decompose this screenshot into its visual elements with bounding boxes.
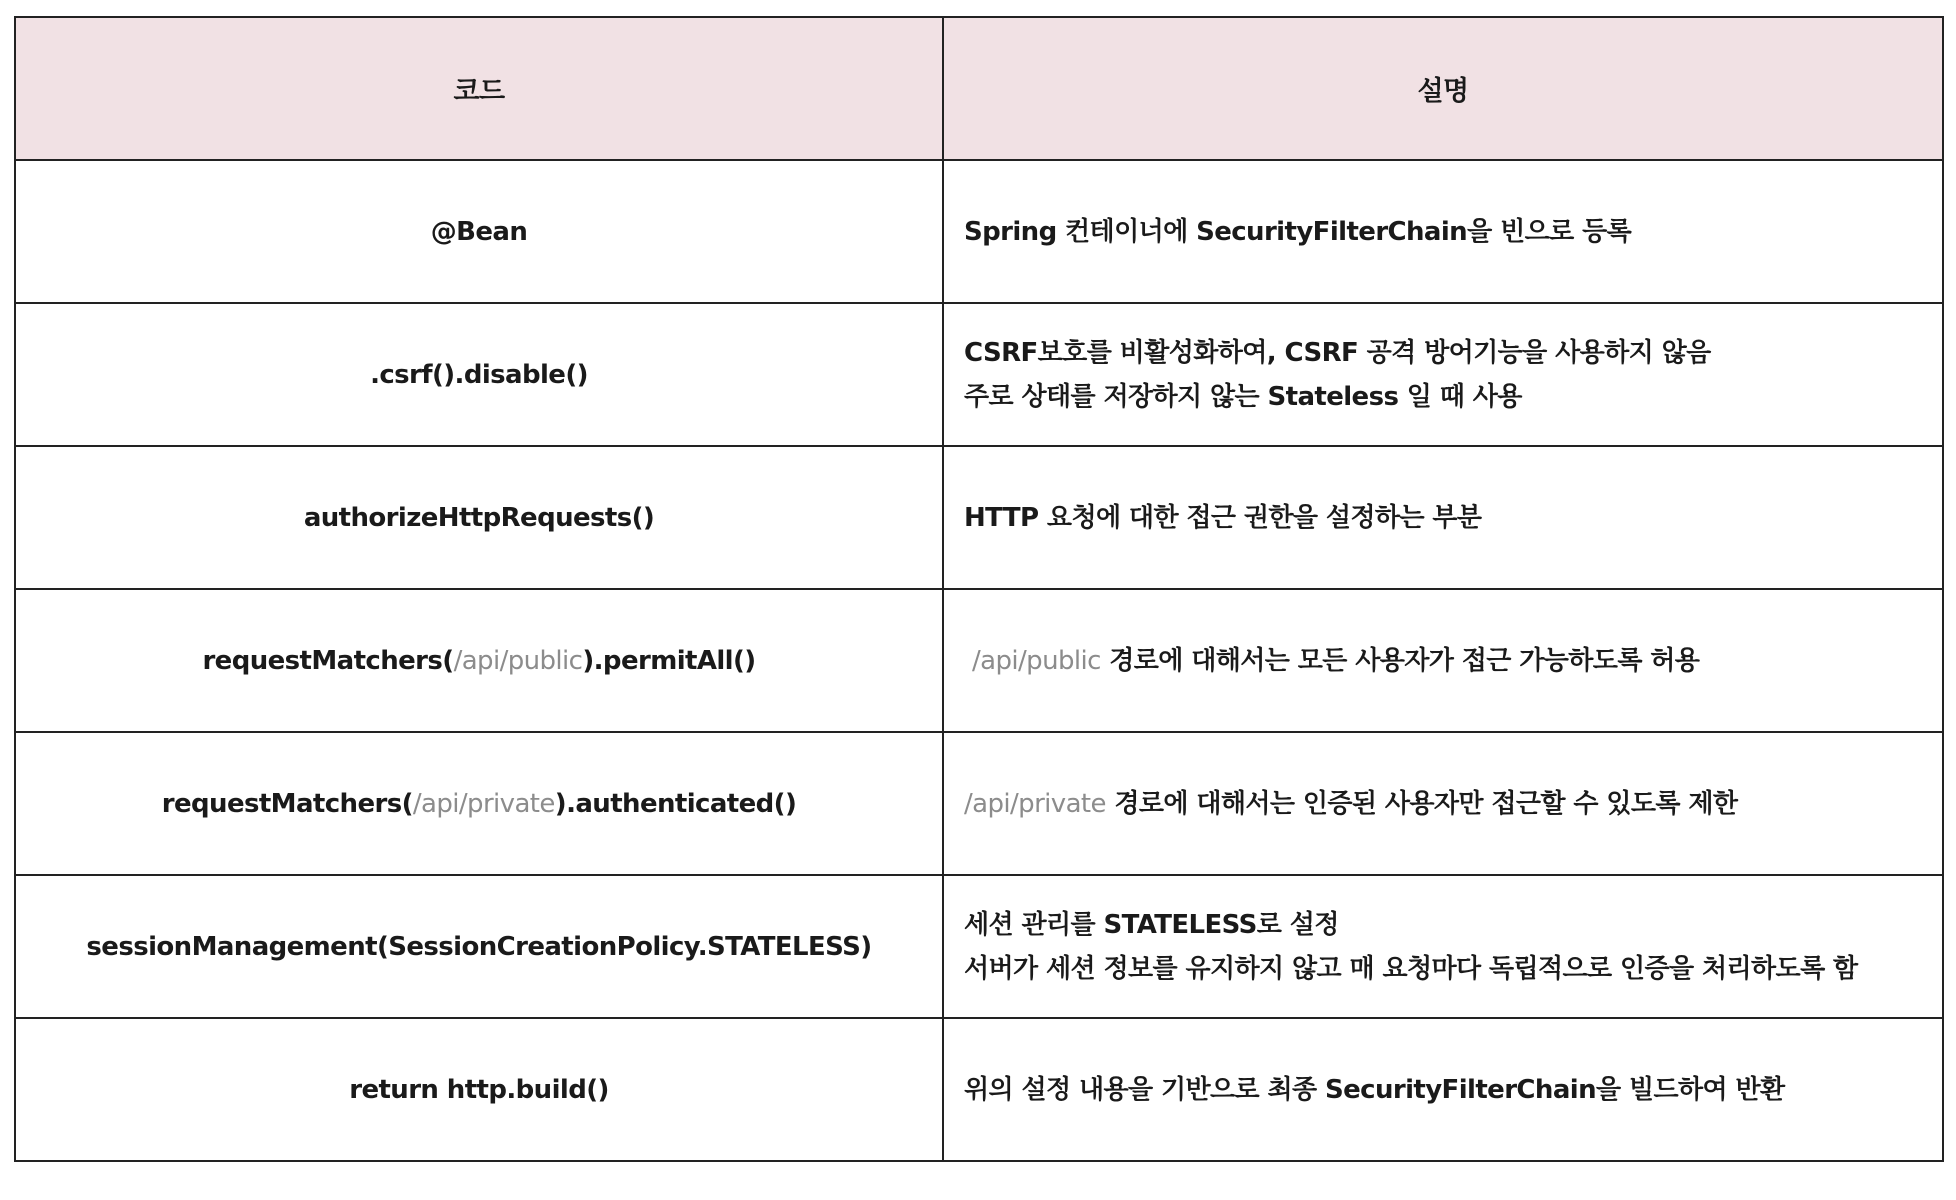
code-cell: sessionManagement(SessionCreationPolicy.STATELESS) [15, 875, 943, 1018]
code-suffix: ).permitAll() [582, 645, 756, 676]
table-body [15, 160, 1943, 1161]
description-line: CSRF보호를 비활성화하여, CSRF 공격 방어기능을 사용하지 않음 [964, 337, 1711, 368]
code-prefix: requestMatchers( [202, 645, 454, 676]
description-text: 경로에 대해서는 인증된 사용자만 접근할 수 있도록 제한 [1105, 788, 1738, 819]
code-description-table-container [14, 16, 1942, 1162]
description-cell [943, 303, 1943, 446]
table-row [15, 303, 1943, 446]
description-path: /api/private [964, 788, 1106, 819]
description-line: 주로 상태를 저장하지 않는 Stateless 일 때 사용 [964, 381, 1522, 412]
table-header [15, 17, 1943, 160]
code-cell: .csrf().disable() [15, 303, 943, 446]
description-cell: Spring 컨테이너에 SecurityFilterChain을 빈으로 등록 [943, 160, 1943, 303]
header-row [15, 17, 1943, 160]
table-row [15, 160, 1943, 303]
header-description: 설명 [943, 17, 1943, 160]
table-row [15, 1018, 1943, 1161]
description-line: 서버가 세션 정보를 유지하지 않고 매 요청마다 독립적으로 인증을 처리하도록 함 [964, 953, 1858, 984]
table-row [15, 446, 1943, 589]
description-cell [943, 732, 1943, 875]
code-prefix: requestMatchers( [161, 788, 413, 819]
code-suffix: ).authenticated() [554, 788, 797, 819]
code-path: /api/private [412, 788, 555, 819]
description-path: /api/public [972, 645, 1101, 676]
code-cell: @Bean [15, 160, 943, 303]
description-cell [943, 589, 1943, 732]
description-cell: 위의 설정 내용을 기반으로 최종 SecurityFilterChain을 빌드하여 반환 [943, 1018, 1943, 1161]
description-cell: HTTP 요청에 대한 접근 권한을 설정하는 부분 [943, 446, 1943, 589]
table-row [15, 589, 1943, 732]
code-cell: authorizeHttpRequests() [15, 446, 943, 589]
header-code: 코드 [15, 17, 943, 160]
table-row [15, 875, 1943, 1018]
description-text: 경로에 대해서는 모든 사용자가 접근 가능하도록 허용 [1100, 645, 1700, 676]
description-cell [943, 875, 1943, 1018]
table-row [15, 732, 1943, 875]
description-line: 세션 관리를 STATELESS로 설정 [964, 909, 1339, 940]
code-cell: return http.build() [15, 1018, 943, 1161]
code-cell [15, 732, 943, 875]
code-path: /api/public [453, 645, 583, 676]
code-description-table [14, 16, 1944, 1162]
code-cell [15, 589, 943, 732]
